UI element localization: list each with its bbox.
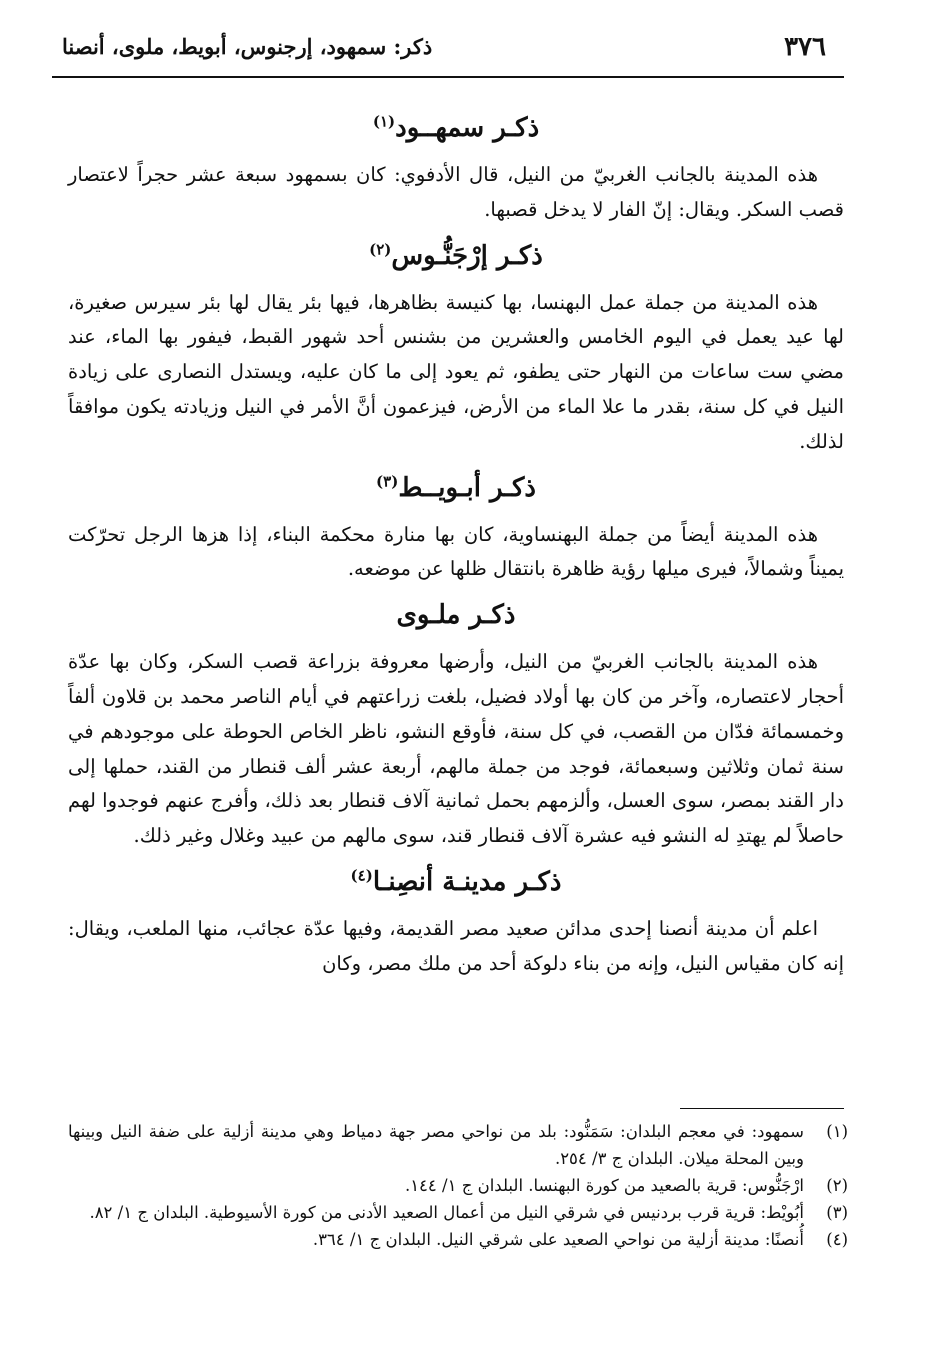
footnote-text: أُنصنًا: مدينة أزلية من نواحي الصعيد على شرقي النيل. البلدان ج ١/ ٣٦٤. xyxy=(312,1230,804,1249)
footnote-separator xyxy=(680,1108,844,1109)
page-header xyxy=(52,30,844,78)
section-mallawi xyxy=(68,593,844,854)
section-heading: ذكـر أبـويــط$^{(٣)}$ xyxy=(376,471,536,503)
footnote xyxy=(68,1199,848,1226)
footnote-text: سمهود: في معجم البلدان: سَمَنُّود: بلد من نواحي مصر جهة دمياط وهي مدينة أزلية على ضفة النيل وبينها وبين المحلة ميلان. البلدان ج ٣/ ٢٥٤. xyxy=(68,1122,804,1168)
paragraph: اعلم أن مدينة أنصنا إحدى مدائن صعيد مصر القديمة، وفيها عدّة عجائب، منها الملعب، ويقال: إنه كان مقياس النيل، وإنه من بناء دلوكة أحد من ملك مصر، وكان xyxy=(68,916,844,975)
footnote-ref[interactable]: (٢) xyxy=(369,239,392,258)
section-abuwit xyxy=(68,466,844,588)
page-number: ٣٧٦ xyxy=(784,32,826,62)
paragraph: هذه المدينة بالجانب الغربيّ من النيل، وأرضها معروفة بزراعة قصب السكر، وكان بها عدّة أحجار لاعتصاره، وآخر من كان بها أولاد فضيل، بلغت زراعتهم في أيام الناصر محمد بن قلاون ألفاً وخمسمائة فدّان من القصب، في كل سنة، فأوقع النشو، ناظر الخاص الحوطة على موجودهم في سنة ثمان وثلاثين وسبعمائة، فوجد من جملة مالهم، أربعة عشر ألف قنطار من القند، حملها إلى دار القند بمصر، سوى العسل، وألزمهم بحمل ثمانية آلاف قنطار بعد ذلك، وأفرج عنهم فوجدوا لهم حاصلاً لم يهتدِ له النشو فيه عشرة آلاف قنطار قند، سوى مالهم من عبيد وغلال وغير ذلك. xyxy=(68,650,844,848)
footnotes xyxy=(68,1118,848,1253)
main-text xyxy=(68,100,844,988)
footnote xyxy=(68,1226,848,1253)
section-irjanus xyxy=(68,234,844,460)
footnote-ref[interactable]: (٤) xyxy=(350,866,373,885)
footnote-number: (٤) xyxy=(826,1230,848,1249)
section-samhud xyxy=(68,106,844,228)
paragraph: هذه المدينة بالجانب الغربيّ من النيل، قال الأدفوي: كان بسمهود سبعة عشر حجراً لاعتصار قصب السكر. ويقال: إنّ الفار لا يدخل قصبها. xyxy=(68,163,844,221)
footnote-number: (١) xyxy=(826,1122,848,1141)
section-ansina xyxy=(68,860,844,982)
footnote-number: (٢) xyxy=(826,1176,848,1195)
footnote xyxy=(68,1172,848,1199)
footnote-number: (٣) xyxy=(826,1203,848,1222)
section-heading: ذكـر ملـوى xyxy=(396,600,516,631)
paragraph: هذه المدينة من جملة عمل البهنسا، بها كنيسة بظاهرها، فيها بئر يقال لها بئر سيرس صغيرة، لها عيد يعمل في اليوم الخامس والعشرين من بشنس أحد شهور القبط، فيفور بها الماء، عند مضي ست ساعات من النهار حتى يطفو، ثم يعود إلى ما كان عليه، ويستدل النصارى على زيادة النيل في كل سنة، بقدر ما علا الماء من الأرض، فيزعمون أنَّ الأمر في النيل وزيادته يكون موافقاً لذلك. xyxy=(68,290,845,453)
footnote-text: أبُويْط: قرية قرب بردنيس في شرقي النيل من أعمال الصعيد الأدنى من كورة الأسيوطية. البلدان ج ١/ ٨٢. xyxy=(89,1203,804,1222)
section-heading: ذكـر سمهــود$^{(١)}$ xyxy=(372,112,540,143)
section-heading: ذكـر مدينـة أنصِنـا$^{(٤)}$ xyxy=(350,866,562,897)
footnote-text: ارْجَنُّوس: قرية بالصعيد من كورة البهنسا. البلدان ج ١/ ١٤٤. xyxy=(404,1176,804,1195)
footnote xyxy=(68,1118,848,1172)
footnote-ref[interactable]: (١) xyxy=(372,112,396,131)
footnote-ref[interactable]: (٣) xyxy=(376,471,399,490)
section-heading: ذكـر إرْجَنُّـوس$^{(٢)}$ xyxy=(369,239,543,271)
running-title: ذكر: سمهود، إرجنوس، أبويط، ملوى، أنصنا xyxy=(62,34,433,59)
paragraph: هذه المدينة أيضاً من جملة البهنساوية، كان بها منارة محكمة البناء، إذا هزها الرجل تحرّكت يميناً وشمالاً، فيرى ميلها رؤية ظاهرة بانتقال ظلها عن موضعه. xyxy=(68,522,844,581)
